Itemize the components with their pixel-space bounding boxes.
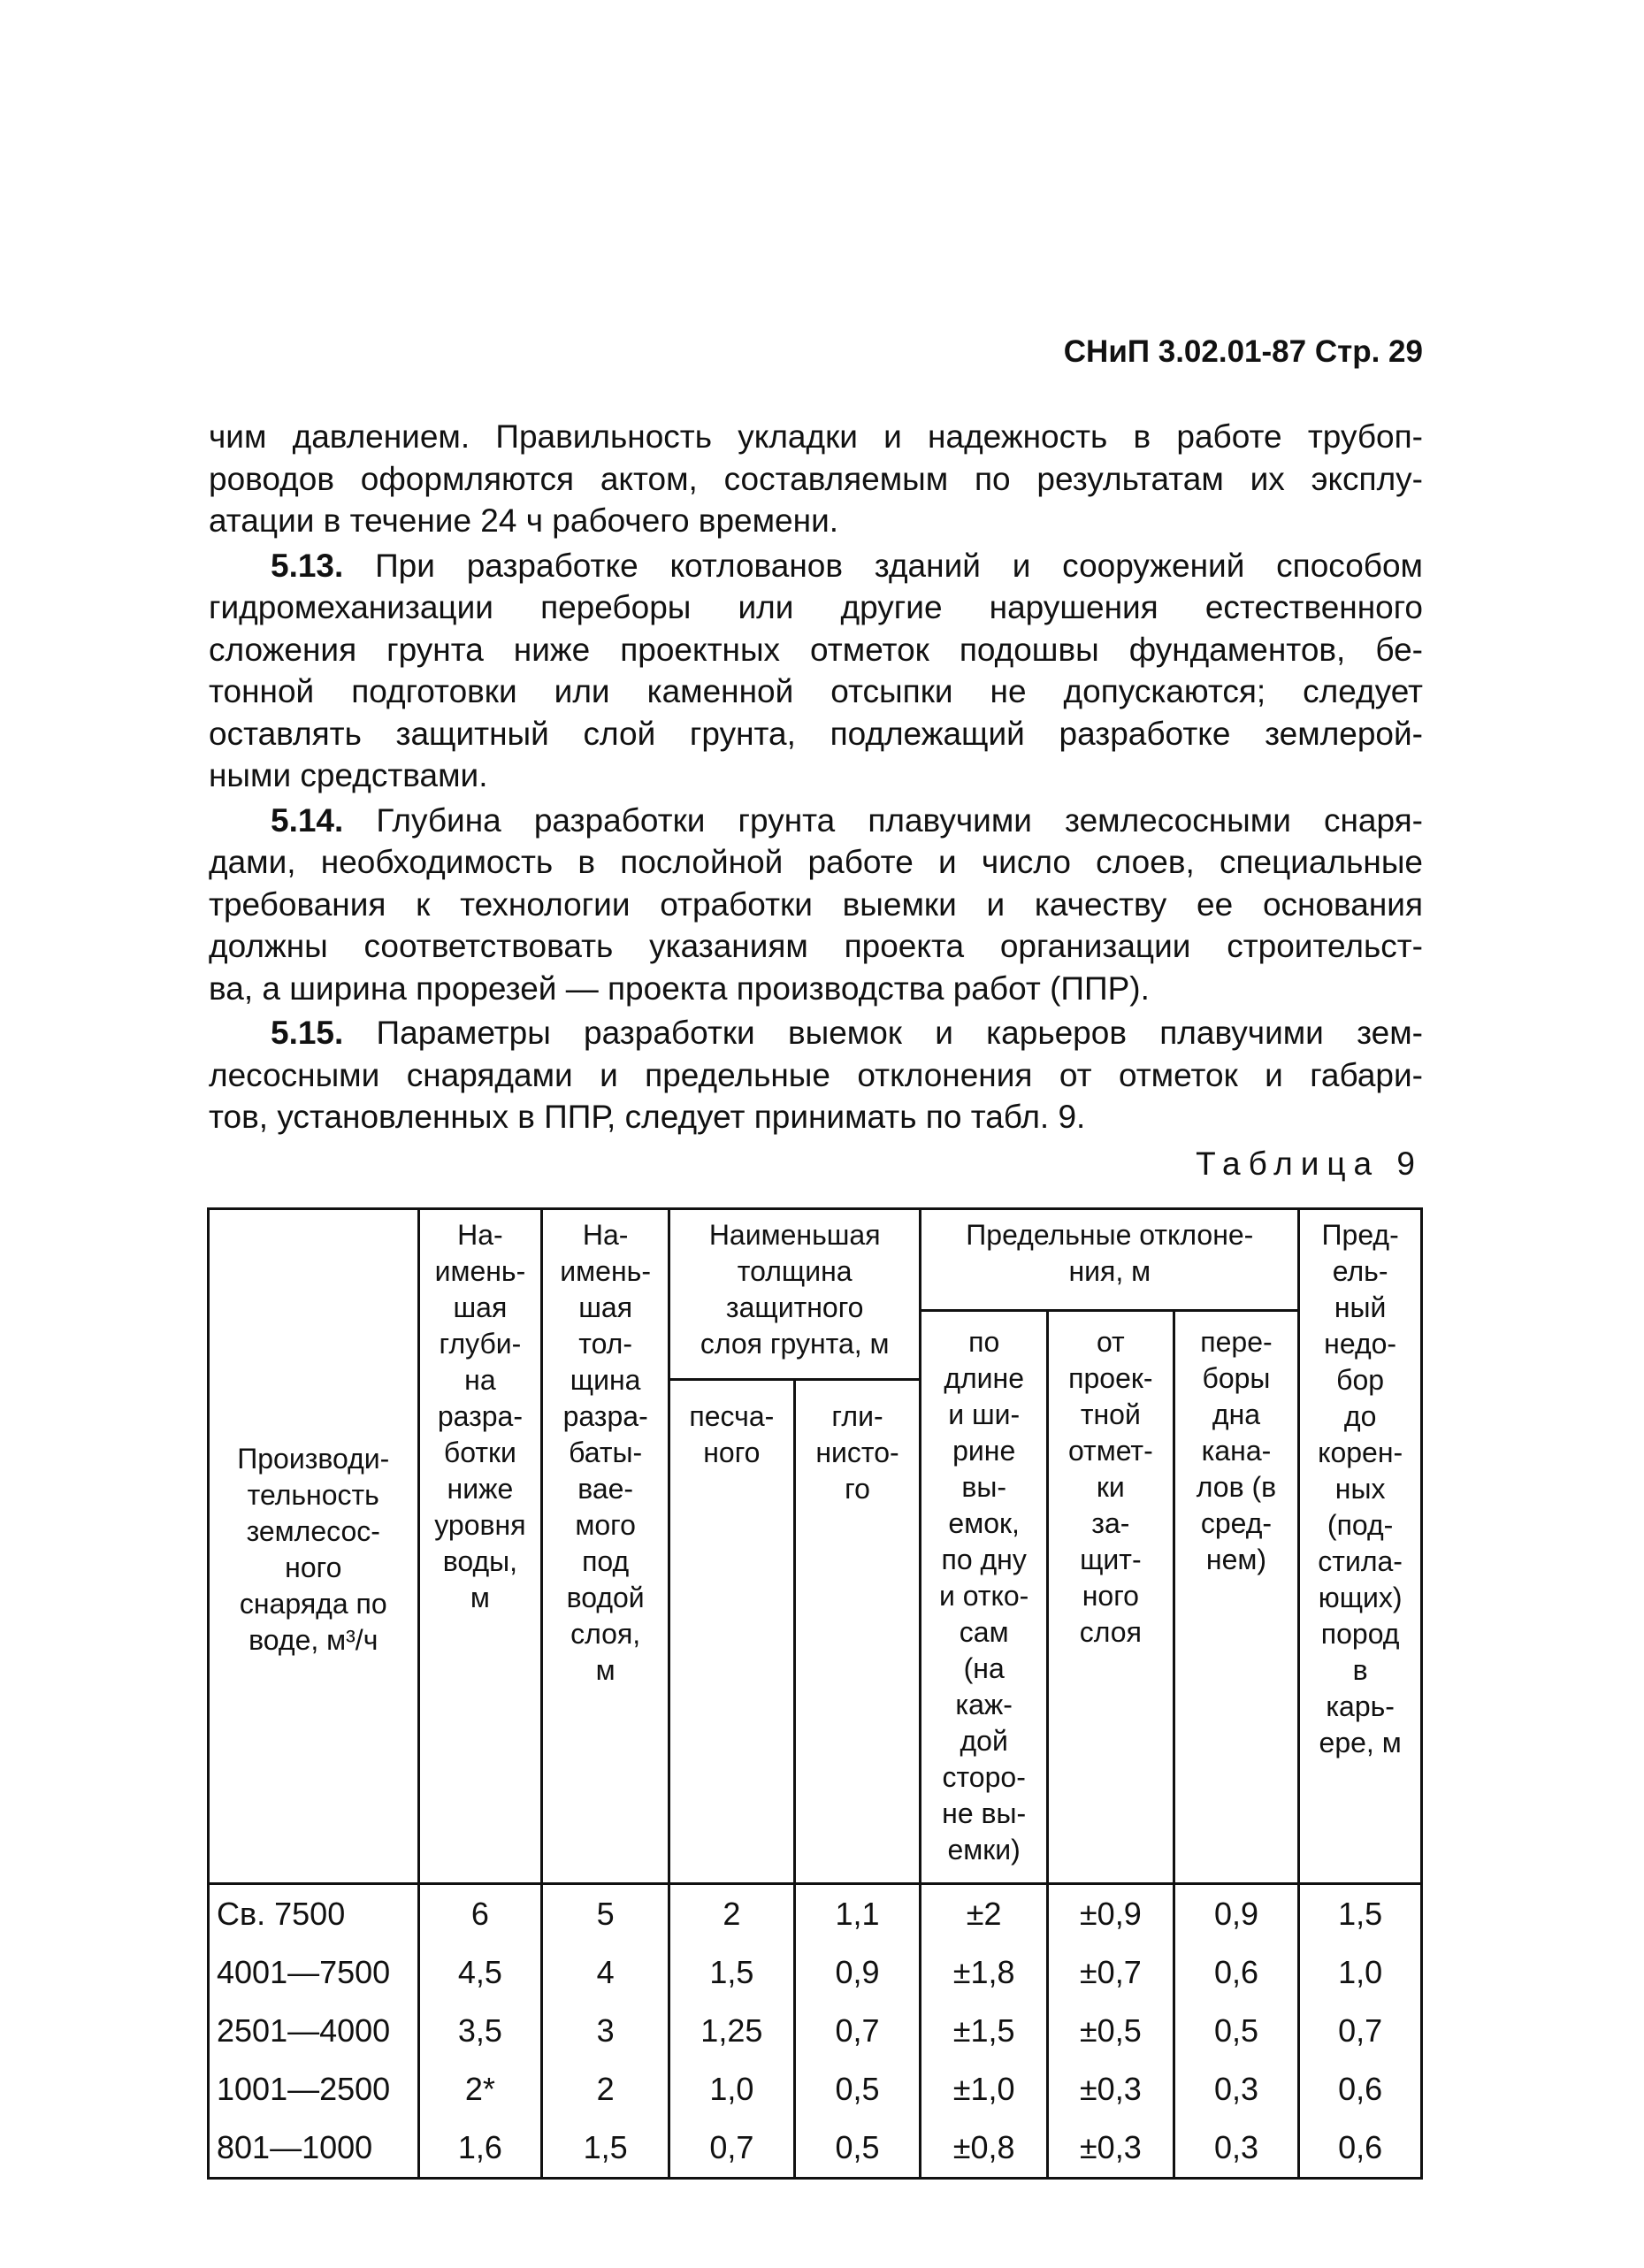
paragraph — [209, 1012, 1423, 1138]
table-cell: 4,5 — [418, 1943, 542, 2002]
table-row — [209, 1884, 1422, 1944]
header-sandy: песча- ного — [669, 1380, 795, 1884]
header-protective-layer: Наименьшая толщина защитного слоя грунта, м — [669, 1209, 921, 1380]
text-line — [209, 670, 1423, 713]
table-row — [209, 2119, 1422, 2179]
text-line — [209, 755, 1423, 797]
table-cell: ±0,3 — [1048, 2119, 1174, 2179]
table-cell: 2501—4000 — [209, 2002, 419, 2060]
table-cell: 1,0 — [1299, 1943, 1422, 2002]
table-cell: 0,6 — [1299, 2060, 1422, 2119]
line-text: сложения грунта ниже проектных отметок подошвы фундаментов, бе- — [209, 631, 1423, 668]
paragraph — [209, 800, 1423, 1010]
paragraph — [209, 545, 1423, 797]
table-cell: 4 — [542, 1943, 669, 2002]
line-text: ва, а ширина прорезей — проекта производства работ (ППР). — [209, 969, 1150, 1007]
text-line — [209, 586, 1423, 629]
text-line — [209, 884, 1423, 926]
text-line — [209, 841, 1423, 884]
line-text: чим давлением. Правильность укладки и надежность в работе трубоп- — [209, 418, 1423, 455]
text-line — [209, 1096, 1423, 1138]
table-cell: 0,9 — [794, 1943, 921, 2002]
table-cell: 6 — [418, 1884, 542, 1944]
line-text: тов, установленных в ППР, следует принимать по табл. 9. — [209, 1099, 1086, 1135]
line-text: ными средствами. — [209, 757, 488, 793]
line-text: оставлять защитный слой грунта, подлежащий разработке землерой- — [209, 715, 1423, 752]
table-caption: Таблица 9 — [1196, 1145, 1423, 1182]
table-cell: 0,5 — [1174, 2002, 1299, 2060]
line-text: роводов оформляются актом, составляемым по результатам их эксплу- — [209, 460, 1423, 497]
table-cell: 2 — [542, 2060, 669, 2119]
text-line — [209, 925, 1423, 968]
line-text: Глубина разработки грунта плавучими землесосными снаря- — [343, 801, 1423, 839]
line-text: атации в течение 24 ч рабочего времени. — [209, 502, 839, 539]
header-deviations: Предельные отклоне- ния, м — [921, 1209, 1299, 1311]
line-text: требования к технологии отработки выемки и качеству ее основания — [209, 885, 1423, 923]
table-cell: 1,6 — [418, 2119, 542, 2179]
table-cell: 5 — [542, 1884, 669, 1944]
table-cell: ±0,9 — [1048, 1884, 1174, 1944]
clause-number: 5.13. — [271, 547, 344, 584]
table-cell: Св. 7500 — [209, 1884, 419, 1944]
header-productivity: Производи- тельность землесос- ного снаряда по воде, м³/ч — [209, 1209, 419, 1884]
table-cell: 3 — [542, 2002, 669, 2060]
header-overdig: пере- боры дна кана- лов (в сред- нем) — [1174, 1311, 1299, 1884]
line-text: дами, необходимость в послойной работе и число слоев, специальные — [209, 844, 1423, 880]
table-cell: ±1,5 — [921, 2002, 1048, 2060]
header-length-width: по длине и ши- рине вы- емок, по дну и отко- сам (на каж- дой сторо- не вы- емки) — [921, 1311, 1048, 1884]
line-text: лесосными снарядами и предельные отклонения от отметок и габари- — [209, 1056, 1423, 1093]
table-cell: 0,6 — [1299, 2119, 1422, 2179]
table-row — [209, 2002, 1422, 2060]
table-cell: 0,3 — [1174, 2119, 1299, 2179]
table-cell: 0,5 — [794, 2060, 921, 2119]
table-cell: 1,5 — [669, 1943, 795, 2002]
text-line — [209, 500, 1423, 542]
table-cell: 2 — [669, 1884, 795, 1944]
table-cell: ±2 — [921, 1884, 1048, 1944]
table-cell: 1,25 — [669, 2002, 795, 2060]
table-cell: 0,3 — [1174, 2060, 1299, 2119]
table-cell: 1001—2500 — [209, 2060, 419, 2119]
table-cell: 0,6 — [1174, 1943, 1299, 2002]
table-cell: ±0,5 — [1048, 2002, 1174, 2060]
table-cell: 2* — [418, 2060, 542, 2119]
table-cell: ±0,3 — [1048, 2060, 1174, 2119]
table-cell: 0,7 — [1299, 2002, 1422, 2060]
line-text: При разработке котлованов зданий и сооружений способом — [343, 547, 1423, 584]
table-cell: ±0,8 — [921, 2119, 1048, 2179]
text-line — [209, 416, 1423, 458]
table-cell: ±1,8 — [921, 1943, 1048, 2002]
table-cell: ±0,7 — [1048, 1943, 1174, 2002]
text-line — [209, 629, 1423, 671]
table-cell: ±1,0 — [921, 2060, 1048, 2119]
clause-number: 5.15. — [271, 1015, 344, 1051]
table-cell: 3,5 — [418, 2002, 542, 2060]
header-clay: гли- нисто- го — [794, 1380, 921, 1884]
line-text: тонной подготовки или каменной отсыпки не допускаются; следует — [209, 673, 1423, 709]
text-line — [209, 1054, 1423, 1097]
table-row — [209, 1943, 1422, 2002]
table-cell: 1,5 — [542, 2119, 669, 2179]
table-cell: 0,5 — [794, 2119, 921, 2179]
text-line — [209, 545, 1423, 587]
table-cell: 1,0 — [669, 2060, 795, 2119]
header-underdig: Пред- ель- ный недо- бор до корен- ных (под- стила- ющих) пород в карь- ере, м — [1299, 1209, 1422, 1884]
text-line — [209, 968, 1423, 1010]
table-row — [209, 2060, 1422, 2119]
paragraph — [209, 416, 1423, 542]
table-cell: 1,1 — [794, 1884, 921, 1944]
line-text: Параметры разработки выемок и карьеров плавучими зем- — [343, 1015, 1423, 1051]
table-cell: 0,9 — [1174, 1884, 1299, 1944]
text-line — [209, 800, 1423, 842]
table-9 — [207, 1207, 1423, 2180]
table-cell: 4001—7500 — [209, 1943, 419, 2002]
text-line — [209, 1012, 1423, 1054]
clause-number: 5.14. — [271, 801, 344, 839]
text-line — [209, 713, 1423, 755]
header-thickness: На- имень- шая тол- щина разра- баты- вае- мого под водой слоя, м — [542, 1209, 669, 1884]
line-text: должны соответствовать указаниям проекта организации строительст- — [209, 928, 1423, 964]
header-depth: На- имень- шая глуби- на разра- ботки ниже уровня воды, м — [418, 1209, 542, 1884]
table-cell: 1,5 — [1299, 1884, 1422, 1944]
line-text: гидромеханизации переборы или другие нарушения естественного — [209, 589, 1423, 625]
text-line — [209, 458, 1423, 501]
header-design-mark: от проек- тной отмет- ки за- щит- ного слоя — [1048, 1311, 1174, 1884]
table-cell: 0,7 — [794, 2002, 921, 2060]
page-header: СНиП 3.02.01-87 Стр. 29 — [1063, 334, 1423, 369]
table-cell: 0,7 — [669, 2119, 795, 2179]
table-cell: 801—1000 — [209, 2119, 419, 2179]
